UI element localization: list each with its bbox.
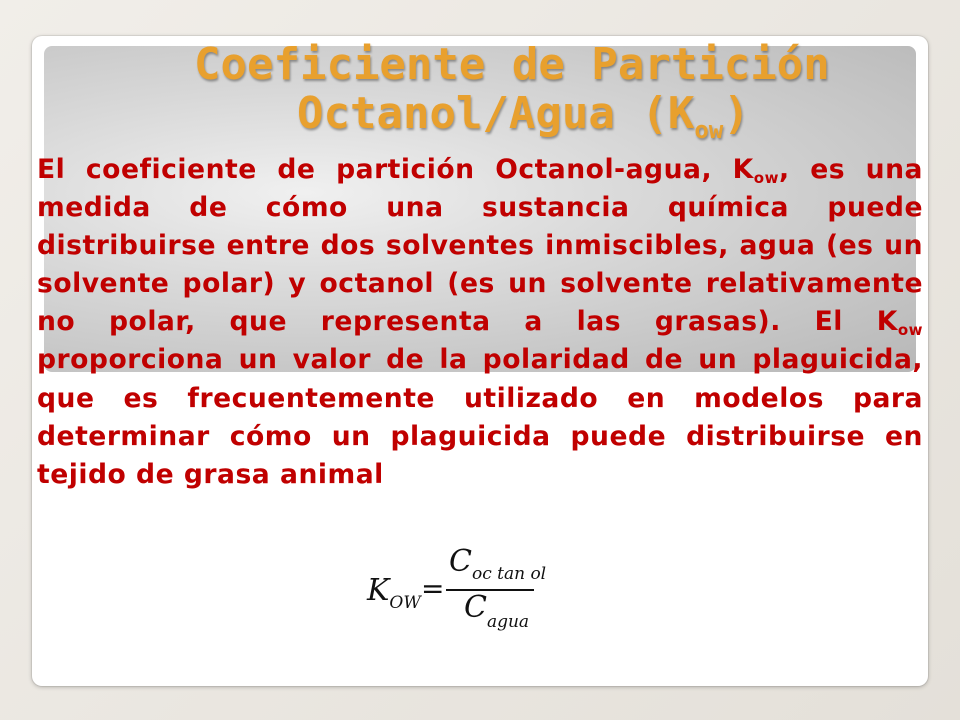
formula-lhs — [367, 573, 421, 613]
title-line-2 — [32, 88, 928, 144]
formula-den-sub: agua — [486, 612, 530, 632]
body-subscript-1: ow — [753, 169, 779, 187]
slide-title — [32, 39, 928, 144]
formula-denominator — [464, 590, 530, 632]
formula-num-sub: oc tan ol — [471, 564, 547, 584]
formula-numerator — [449, 544, 547, 584]
formula-den-c: C — [464, 590, 487, 625]
body-text-2: , es una medida de cómo una sustancia química puede distribuirse entre dos solventes inmiscibles, agua (es un solvente polar) y octanol (es un solvente relativamente no polar, que representa a las grasas). El K — [37, 154, 923, 338]
formula-lhs-sub: OW — [389, 593, 421, 613]
formula-num-c: C — [449, 544, 472, 579]
title-subscript: ow — [694, 116, 724, 144]
title-line-2-text: Octanol/Agua (K — [297, 88, 695, 139]
body-text-3: proporciona un valor de la polaridad de un plaguicida, que es frecuentemente utilizado en modelos para determinar cómo un plaguicida puede distribuirse en tejido de grasa animal — [37, 344, 923, 490]
body-subscript-2: ow — [897, 321, 923, 340]
body-text-1: El coeficiente de partición Octanol-agua, K — [37, 154, 754, 185]
formula-equals: = — [421, 572, 445, 605]
title-line-1: Coeficiente de Partición — [194, 39, 830, 90]
formula-lhs-k: K — [367, 573, 390, 608]
title-line-2-end: ) — [723, 88, 750, 139]
body-paragraph — [37, 151, 923, 494]
kow-formula — [367, 546, 567, 641]
slide — [32, 36, 928, 686]
